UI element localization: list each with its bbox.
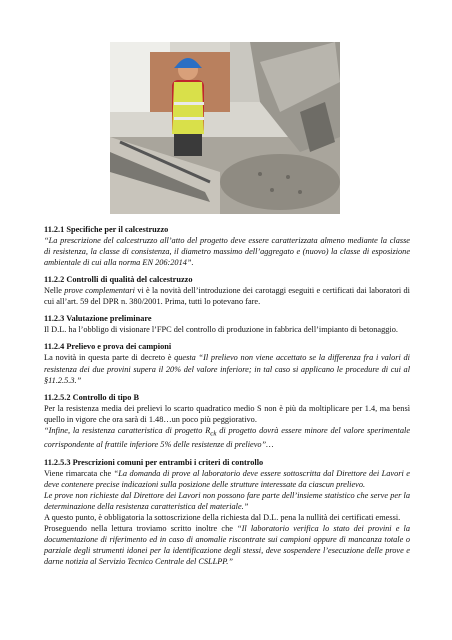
construction-photo-illustration: [110, 42, 340, 214]
section-body-11-2-5-3-p4: Proseguendo nella lettura troviamo scritto inoltre che “Il laboratorio verifica lo stato dei provini e la documentazione di riferimento ed in caso di anomalie riscontrate sui campioni oppure di mancanza totale o parziale degli strumenti idonei per la identificazione degli stessi, deve sospendere l’esecuzione delle prove e darne notizia al Servizio Tecnico Centrale del CSLLPP.”: [44, 523, 410, 566]
section-heading-11-2-3: 11.2.3 Valutazione preliminare: [44, 314, 152, 324]
worker-vest: [172, 82, 204, 134]
section-heading-11-2-5-3: 11.2.5.3 Prescrizioni comuni per entrambi i criteri di controllo: [44, 457, 264, 467]
section-body-11-2-5-2: Per la resistenza media dei prelievi lo scarto quadratico medio S non è più da moltiplicare per 1.4, ma bensì quello in vigore che ora sarà di 1.48…un poco più peggiorativo.: [44, 403, 410, 424]
vest-reflective-stripe: [174, 102, 204, 105]
vest-reflective-stripe-2: [174, 117, 204, 120]
section-body-11-2-1: “La prescrizione del calcestruzzo all’atto del progetto deve essere caratterizzata almeno mediante la classe di resistenza, la classe di consistenza, il diametro massimo dell’aggregato e (nuovo) la classe di esposizione ambientale di cui alla norma EN 206:2014”.: [44, 236, 410, 268]
section-heading-11-2-1: 11.2.1 Specifiche per il calcestruzzo: [44, 225, 169, 234]
section-body-11-2-5-3-p1: Viene rimarcata che “La domanda di prove al laboratorio deve essere sottoscritta dal Direttore dei Lavori e deve contenere precise indicazioni sulla posizione delle strutture interessate da ciascun prelievo.: [44, 468, 410, 489]
section-heading-11-2-5-2: 11.2.5.2 Controllo di tipo B: [44, 392, 140, 402]
section-body-11-2-5-3-p3: A questo punto, è obbligatoria la sottoscrizione della richiesta dal D.L. pena la nullità dei certificati emessi.: [44, 512, 401, 522]
section-body-11-2-3: Il D.L. ha l’obbligo di visionare l’FPC del controllo di produzione in fabbrica dell’impianto di betonaggio.: [44, 325, 398, 335]
section-body-11-2-5-3-p2: Le prove non richieste dal Direttore dei Lavori non possono fare parte dell’insieme statistico che serve per la determinazione della resistenza caratteristica del materiale.”: [44, 490, 410, 511]
section-quote-11-2-5-2: “Infine, la resistenza caratteristica di progetto $R_{ck}$ di progetto dovrà essere minore del valore sperimentale corrispondente al frattile inferiore 5% delle resistenze di prelievo”…: [44, 425, 410, 450]
construction-photo: [110, 42, 340, 214]
concrete-pile: [220, 154, 340, 210]
section-heading-11-2-4: 11.2.4 Prelievo e prova dei campioni: [44, 342, 172, 352]
worker-trousers: [174, 134, 202, 156]
section-body-11-2-2: Nelle prove complementari vi è la novità dell’introduzione dei carotaggi eseguiti e certificati dai laboratori di cui all’art. 59 del DPR n. 380/2001. Prima, tutti lo potevano fare.: [44, 286, 410, 307]
document-body: [44, 224, 410, 567]
section-heading-11-2-2: 11.2.2 Controlli di qualità del calcestruzzo: [44, 275, 193, 285]
section-body-11-2-4: La novità in questa parte di decreto è questa “Il prelievo non viene accettato se la differenza fra i valori di resistenza dei due provini supera il 20% del valore inferiore; in tal caso si applicano le procedure di cui al §11.2.5.3.”: [44, 353, 410, 385]
